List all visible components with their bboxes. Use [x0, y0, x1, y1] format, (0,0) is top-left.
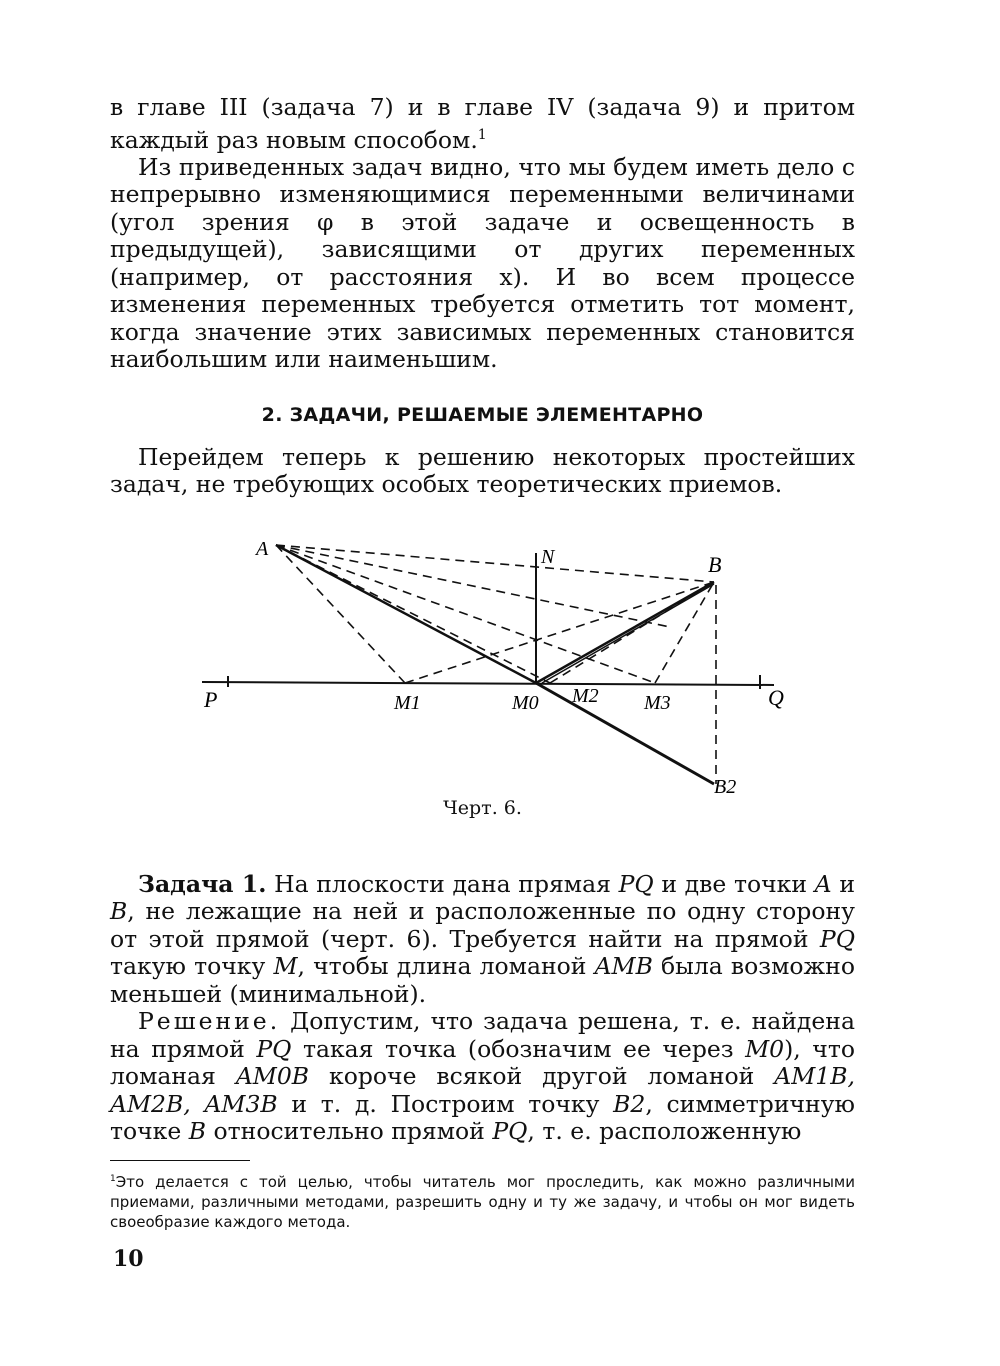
- dashed-A-B: [276, 545, 714, 582]
- problem-point-b: B: [110, 897, 128, 926]
- footnote-text: Это делается с той целью, чтобы читатель мог проследить, как можно различными приемами, различными методами, разрешить одну и ту же задачу, и чтобы он мог видеть своеобразие каждого метода.: [110, 1172, 855, 1231]
- problem-text-b: и две точки: [661, 869, 807, 898]
- geometry-diagram: [110, 507, 855, 807]
- paragraph-1: [110, 94, 855, 154]
- solution-text-g: относительно прямой: [213, 1117, 485, 1146]
- label-M0: M0: [512, 691, 539, 714]
- figure-caption: Черт. 6.: [443, 796, 522, 819]
- solution-am0b: AM0B: [235, 1062, 310, 1091]
- dashed-A-M1: [276, 545, 405, 683]
- solution-text-h: , т. е. расположенную: [527, 1117, 802, 1146]
- problem-text-c: и: [839, 869, 855, 898]
- label-Q: Q: [768, 684, 784, 710]
- segment-M0-B-second: [542, 584, 714, 683]
- label-A: A: [256, 537, 269, 560]
- solution-am1b: AM1B,: [774, 1062, 855, 1091]
- problem-pq-2: PQ: [819, 924, 855, 953]
- footnote-divider: [110, 1160, 250, 1161]
- footnote-marker: 1: [110, 1173, 116, 1184]
- solution-am2b: AM2B,: [110, 1089, 191, 1118]
- paragraph-2: Из приведенных задач видно, что мы будем иметь дело с непрерывно изменяющимися переменными величинами (угол зрения φ в этой задаче и освещенность в предыдущей), зависящими от других переменных (например, от расстояния x). И во всем процессе изменения переменных требуется отметить тот момент, когда значение этих зависимых переменных становится наибольшим или наименьшим.: [110, 152, 855, 374]
- solution-text-f: , симметричную точке: [110, 1089, 855, 1146]
- problem-text-f: , чтобы длина ломаной: [297, 952, 587, 981]
- dashed-M3-B: [655, 582, 714, 683]
- problem-amb: AMB: [594, 952, 653, 981]
- problem-text-a: На плоскости дана прямая: [274, 869, 611, 898]
- solution-b2: B2: [613, 1089, 646, 1118]
- problem-point-m: M: [273, 952, 298, 981]
- solution-pq-2: PQ: [492, 1117, 528, 1146]
- solution-point-b: B: [188, 1117, 207, 1146]
- section-heading: 2. ЗАДАЧИ, РЕШАЕМЫЕ ЭЛЕМЕНТАРНО: [261, 403, 704, 426]
- paragraph-3: Перейдем теперь к решению некоторых простейших задач, не требующих особых теоретических приемов.: [110, 442, 855, 499]
- solution-text-b: такая точка (обозначим ее через: [302, 1034, 734, 1063]
- dashed-A-M3: [276, 545, 655, 683]
- solution-pq: PQ: [256, 1034, 292, 1063]
- page-body: [110, 94, 855, 1232]
- label-P: P: [204, 686, 218, 712]
- footnote: [110, 1169, 855, 1232]
- label-N: N: [541, 545, 555, 568]
- solution-am3b: AM3B: [204, 1089, 278, 1118]
- problem-text-g: была возможно меньшей (минимальной).: [110, 952, 855, 1008]
- solution-text-e: и т. д. Построим точку: [291, 1089, 600, 1118]
- problem-pq: PQ: [618, 869, 654, 898]
- label-B: B: [708, 551, 722, 577]
- problem-text-e: такую точку: [110, 952, 266, 981]
- solution: [110, 1008, 855, 1146]
- label-M1: M1: [394, 691, 421, 714]
- figure-6: [110, 507, 855, 867]
- dashed-A-toward-B: [276, 545, 670, 627]
- segment-M0-B: [536, 582, 714, 683]
- page-number: 10: [113, 1246, 144, 1272]
- segment-A-M0: [276, 545, 536, 683]
- solution-title: Решение.: [138, 1007, 281, 1036]
- problem-title: Задача 1.: [138, 869, 267, 898]
- footnote-reference[interactable]: 1: [477, 126, 487, 143]
- label-M3: M3: [644, 691, 671, 714]
- label-M2: M2: [572, 684, 599, 707]
- problem-text-d: , не лежащие на ней и расположенные по одну сторону от этой прямой (черт. 6). Требуется найти на прямой: [110, 897, 855, 953]
- solution-text-d: короче всякой другой ломаной: [329, 1062, 755, 1091]
- dashed-A-M2: [276, 545, 550, 683]
- paragraph-1-text: в главе III (задача 7) и в главе IV (задача 9) и притом каждый раз новым способом.: [110, 93, 855, 154]
- line-PQ: [202, 682, 774, 685]
- problem-1: [110, 871, 855, 1009]
- solution-text-a: Допустим, что задача решена, т. е. найдена на прямой: [110, 1007, 855, 1063]
- label-B2: B2: [714, 775, 737, 798]
- solution-text-c: ), что ломаная: [110, 1034, 855, 1091]
- solution-m0: M0: [745, 1034, 785, 1063]
- segment-M0-B2: [536, 683, 714, 784]
- problem-point-a: A: [814, 869, 832, 898]
